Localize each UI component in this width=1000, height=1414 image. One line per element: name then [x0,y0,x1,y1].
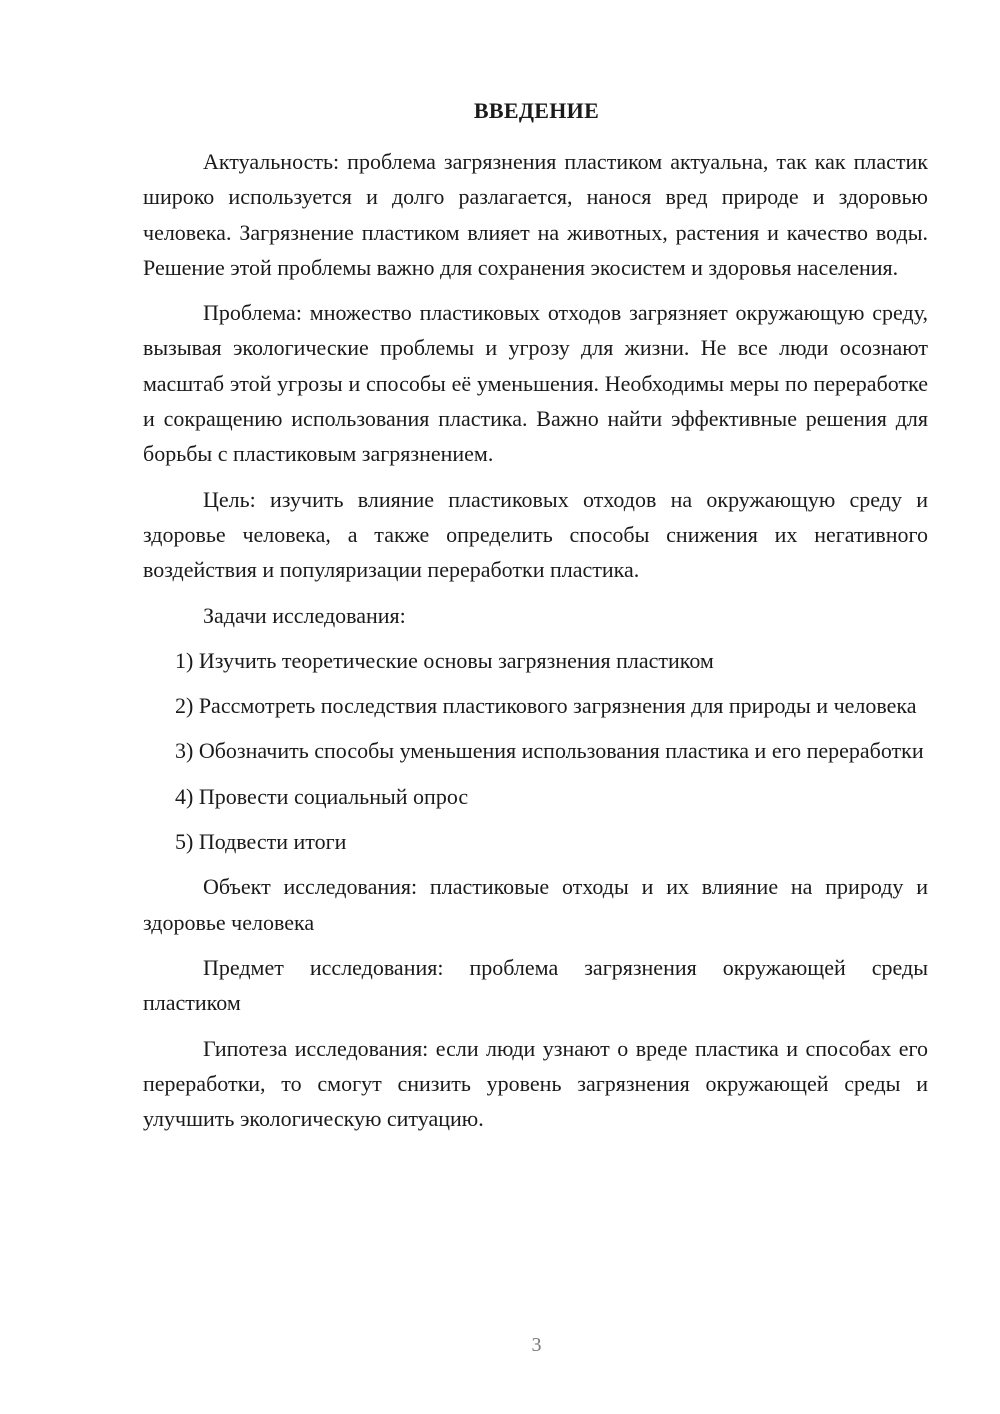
task-item-4: 4) Провести социальный опрос [175,783,469,809]
object-paragraph: Объект исследования: пластиковые отходы и их влияние на природу и здоровье человека [143,874,928,935]
task-item-5: 5) Подвести итоги [175,829,347,855]
subject-paragraph: Предмет исследования: проблема загрязнения окружающей среды пластиком [143,954,928,1016]
task-item-1: 1) Изучить теоретические основы загрязнения пластиком [175,647,714,673]
document-body [143,144,928,1146]
task-item-3: 3) Обозначить способы уменьшения использования пластика и его переработки [175,738,924,764]
page-number: 3 [531,1334,542,1356]
problem-paragraph: Проблема: множество пластиковых отходов загрязняет окружающую среду, вызывая экологические проблемы и угрозу для жизни. Не все люди осознают масштаб этой угрозы и способы её уменьшения. Необходимы меры по переработке и сокращению использования пластика. Важно найти эффективные решения для борьбы с пластиковым загрязнением. [143,300,928,467]
relevance-paragraph: Актуальность: проблема загрязнения пластиком актуальна, так как пластик широко используется и долго разлагается, нанося вред природе и здоровью человека. Загрязнение пластиком влияет на животных, растения и качество воды. Решение этой проблемы важно для сохранения экосистем и здоровья населения. [143,149,928,280]
hypothesis-paragraph: Гипотеза исследования: если люди узнают о вреде пластика и способах его переработки, то смогут снизить уровень загрязнения окружающей среды и улучшить экологическую ситуацию. [143,1035,928,1132]
goal-paragraph: Цель: изучить влияние пластиковых отходов на окружающую среду и здоровье человека, а также определить способы снижения их негативного воздействия и популяризации переработки пластика. [143,486,928,583]
page-title: ВВЕДЕНИЕ [473,98,600,123]
tasks-heading: Задачи исследования: [203,602,406,628]
task-item-2: 2) Рассмотреть последствия пластикового загрязнения для природы и человека [175,693,917,719]
